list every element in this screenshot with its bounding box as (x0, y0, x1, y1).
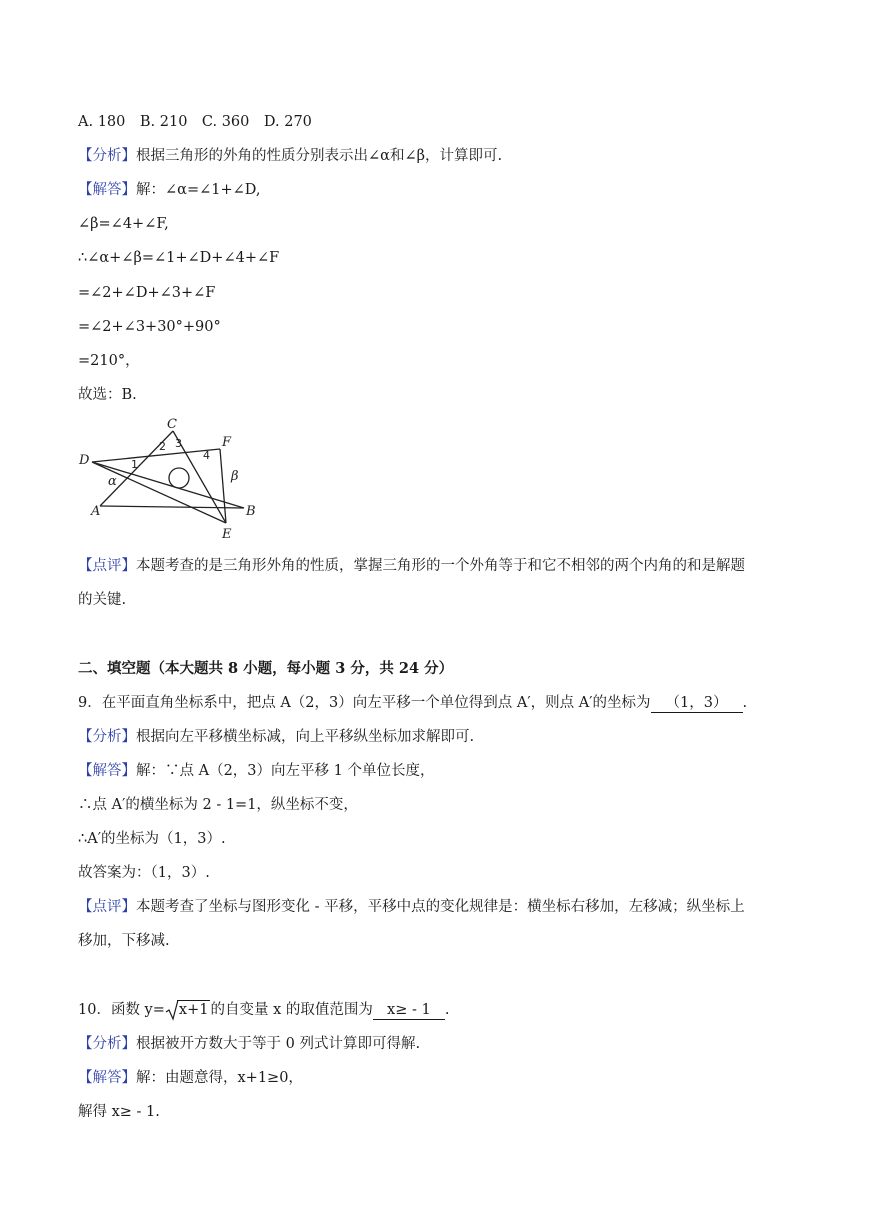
sqrt-expression (165, 1000, 211, 1020)
label-A: A (91, 504, 101, 519)
q9-comment-1 (78, 897, 745, 917)
q9-step2: ∴A′的坐标为（1，3）. (78, 831, 226, 847)
comment-tag: 【点评】 (78, 558, 136, 574)
analysis-text: 根据被开方数大于等于 0 列式计算即可得解. (136, 1036, 421, 1052)
line-A-B (100, 506, 244, 508)
answer-tag: 【解答】 (78, 1070, 136, 1086)
sqrt-radicand: x+1 (178, 1002, 209, 1018)
q9-answer-blank: （1，3） (651, 694, 743, 713)
label-D: D (79, 453, 90, 468)
label-angle-3: 3 (175, 437, 182, 450)
q8-step1: ∠β=∠4+∠F, (78, 216, 169, 232)
q9-analysis (78, 727, 474, 747)
q10-question-middle: 的自变量 x 的取值范围为 (210, 1002, 373, 1018)
label-angle-1: 1 (131, 458, 138, 471)
comment-text: 本题考查的是三角形外角的性质，掌握三角形的一个外角等于和它不相邻的两个内角的和是解题 (136, 558, 745, 574)
q10-question (78, 1000, 449, 1020)
q8-comment-2: 的关键. (78, 592, 127, 608)
q10-analysis (78, 1034, 420, 1054)
line-F-E (220, 449, 226, 523)
q9-question-text: 9．在平面直角坐标系中，把点 A（2，3）向左平移一个单位得到点 A′，则点 A′的坐标为 (78, 695, 651, 711)
q9-question-end: . (742, 695, 748, 711)
answer-tag: 【解答】 (78, 182, 136, 198)
label-F: F (222, 435, 232, 450)
q9-answer (78, 761, 434, 781)
comment-text: 本题考查了坐标与图形变化 - 平移，平移中点的变化规律是：横坐标右移加，左移减；纵坐标上 (136, 899, 745, 915)
q8-comment-1 (78, 556, 745, 576)
answer-text: 解：∠α=∠1+∠D, (136, 182, 261, 198)
q10-step1: 解得 x≥ - 1. (78, 1104, 160, 1120)
q10-question-text: 10．函数 y= (78, 1002, 165, 1018)
q8-choice: 故选：B. (78, 387, 137, 403)
analysis-tag: 【分析】 (78, 148, 136, 164)
q10-answer (78, 1068, 303, 1088)
label-B: B (246, 504, 256, 519)
line-D-E (92, 462, 226, 523)
analysis-text: 根据向左平移横坐标减，向上平移纵坐标加求解即可. (136, 729, 475, 745)
q8-step3: =∠2+∠D+∠3+∠F (78, 285, 216, 301)
label-alpha: α (108, 474, 117, 489)
radical-sign-icon (165, 999, 179, 1021)
analysis-text: 根据三角形的外角的性质分别表示出∠α和∠β，计算即可. (136, 148, 503, 164)
label-angle-2: 2 (159, 440, 166, 453)
label-beta: β (231, 469, 239, 484)
q10-question-end: . (444, 1002, 450, 1018)
section-title: 二、填空题（本大题共 8 小题，每小题 3 分，共 24 分） (78, 660, 454, 677)
analysis-tag: 【分析】 (78, 729, 136, 745)
q9-final: 故答案为：（1，3）. (78, 865, 210, 881)
q8-analysis (78, 146, 502, 166)
label-angle-4: 4 (203, 449, 210, 462)
answer-text: 解：由题意得，x+1≥0， (136, 1070, 303, 1086)
answer-text: 解：∵点 A（2，3）向左平移 1 个单位长度， (136, 763, 435, 779)
analysis-tag: 【分析】 (78, 1036, 136, 1052)
q8-step4: =∠2+∠3+30°+90° (78, 319, 221, 335)
q8-answer (78, 180, 260, 200)
q9-step1: ∴点 A′的横坐标为 2 - 1=1，纵坐标不变， (78, 797, 358, 813)
q8-step5: =210°， (78, 353, 140, 369)
q9-question (78, 693, 747, 713)
answer-tag: 【解答】 (78, 763, 136, 779)
label-C: C (167, 417, 177, 432)
q10-answer-blank: x≥ - 1 (373, 1001, 445, 1020)
q9-comment-2: 移加，下移减. (78, 933, 170, 949)
q8-step2: ∴∠α+∠β=∠1+∠D+∠4+∠F (78, 250, 280, 266)
comment-tag: 【点评】 (78, 899, 136, 915)
options-line: A. 180 B. 210 C. 360 D. 270 (78, 114, 312, 130)
triangle-figure (78, 414, 258, 542)
circle-mark (169, 468, 189, 488)
label-E: E (222, 527, 232, 542)
line-D-F (92, 449, 220, 462)
